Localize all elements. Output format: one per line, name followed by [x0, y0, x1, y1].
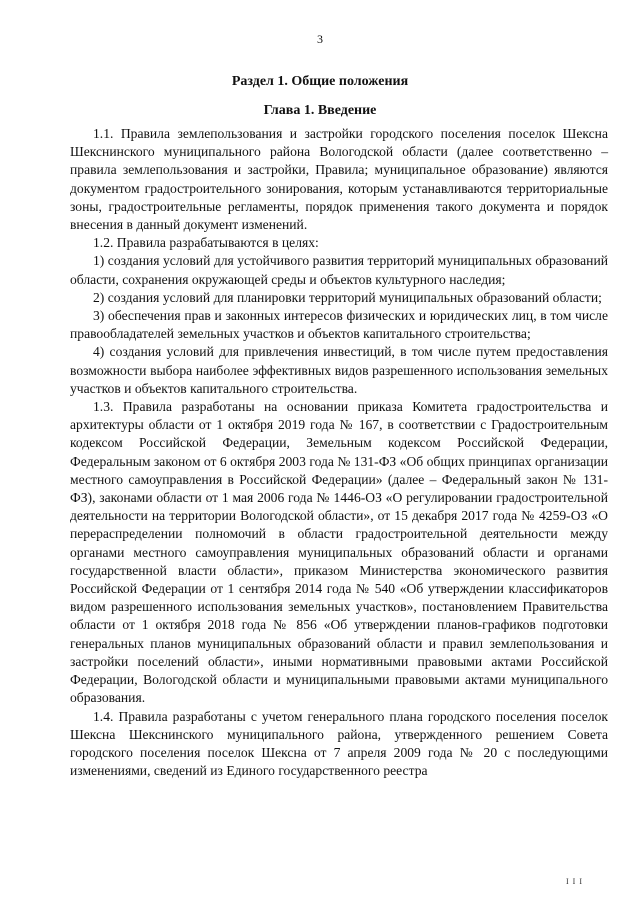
page-number: 3 [317, 32, 323, 46]
paragraph-1-4: 1.4. Правила разработаны с учетом генерального плана городского поселения поселок Шексна Шекснинского муниципального района, утвержденного решением Совета городского поселения поселок Шексна от 7 апреля 2009 года № 20 с последующими изменениями, сведений из Единого государственного реестра [70, 708, 608, 779]
section-title: Раздел 1. Общие положения [231, 74, 409, 89]
footer-mark: I I I [566, 877, 583, 886]
chapter-title: Глава 1. Введение [263, 103, 377, 118]
list-item-4: 4) создания условий для привлечения инвестиций, в том числе путем предоставления возможности выбора наиболее эффективных видов разрешенного использования земельных участков и объектов капитального строительства. [70, 344, 608, 396]
document-body [70, 125, 608, 780]
list-item-1: 1) создания условий для устойчивого развития территорий муниципальных образований области, сохранения окружающей среды и объектов культурного наследия; [70, 253, 608, 287]
paragraph-1-2: 1.2. Правила разрабатываются в целях: [93, 235, 319, 251]
paragraph-1-1: 1.1. Правила землепользования и застройки городского поселения поселок Шексна Шекснинского муниципального района Вологодской области (далее соответственно – правила землепользования и застройки, Правила; муниципальное образование) являются документом градостроительного зонирования, которым устанавливаются территориальные зоны, градостроительные регламенты, порядок применения такого документа и порядок внесения в данный документ изменений. [70, 126, 608, 233]
paragraph-1-3: 1.3. Правила разработаны на основании приказа Комитета градостроительства и архитектуры области от 1 октября 2019 года № 167, в соответствии с Градостроительным кодексом Российской Федерации, Земельным кодексом Российской Федерации, Федеральным законом от 6 октября 2003 года № 131-ФЗ «Об общих принципах организации местного самоуправления в Российской Федерации» (далее – Федеральный закон № 131-ФЗ), законами области от 1 мая 2006 года № 1446-ОЗ «О регулировании градостроительной деятельности на территории Вологодской области», от 15 декабря 2017 года № 4259-ОЗ «О перераспределении полномочий в области градостроительной деятельности между органами местного самоуправления муниципальных образований области и органами государственной власти области», приказом Министерства экономического развития Российской Федерации от 1 сентября 2014 года № 540 «Об утверждении классификаторов видом разрешенного использования земельных участков», постановлением Правительства области от 1 октября 2018 года № 856 «Об утверждении планов-графиков подготовки генеральных планов муниципальных образований области и правил землепользования и застройки поселений области», иными нормативными правовыми актами Российской Федерации, Вологодской области и муниципальными правовыми актами муниципального образования. [70, 399, 608, 706]
list-item-3: 3) обеспечения прав и законных интересов физических и юридических лиц, в том числе правообладателей земельных участков и объектов капитального строительства; [70, 308, 608, 342]
list-item-2: 2) создания условий для планировки территорий муниципальных образований области; [93, 289, 602, 305]
